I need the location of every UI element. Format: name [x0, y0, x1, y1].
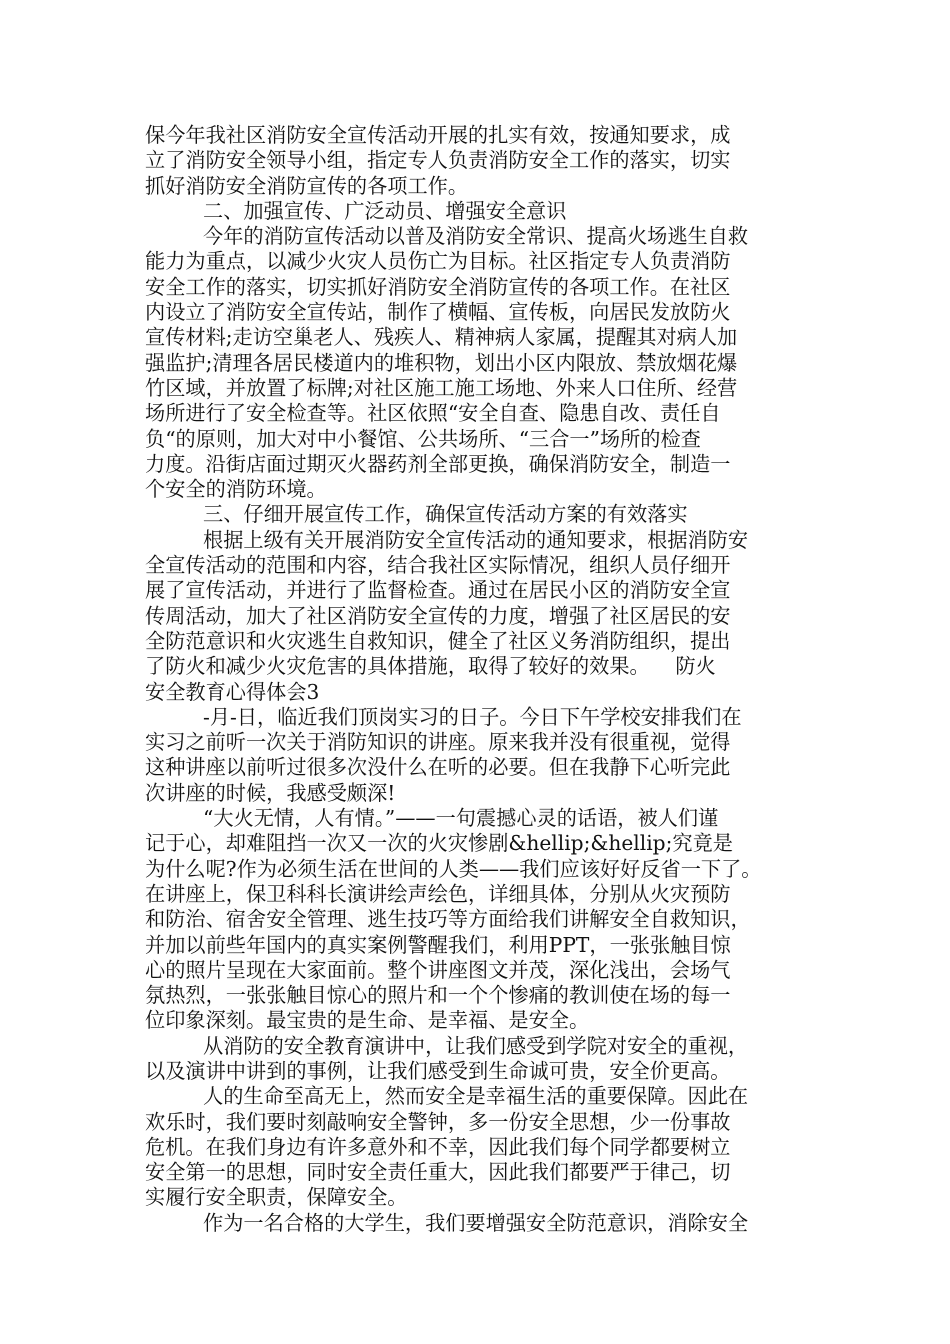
text-line: 从消防的安全教育演讲中，让我们感受到学院对安全的重视， [203, 1033, 749, 1058]
text-line: 心的照片呈现在大家面前。整个讲座图文并茂，深化浅出，会场气 [145, 957, 731, 982]
text-line: 强监护;清理各居民楼道内的堆积物，划出小区内限放、禁放烟花爆 [145, 350, 738, 375]
text-line: 今年的消防宣传活动以普及消防安全常识、提高火场逃生自救 [203, 224, 749, 249]
text-line: 欢乐时，我们要时刻敲响安全警钟，多一份安全思想，少一份事故 [145, 1109, 731, 1134]
text-line: 实习之前听一次关于消防知识的讲座。原来我并没有很重视，觉得 [145, 730, 731, 755]
text-line: 安全第一的思想，同时安全责任重大，因此我们都要严于律己，切 [145, 1160, 731, 1185]
text-line: 立了消防安全领导小组，指定专人负责消防安全工作的落实，切实 [145, 148, 731, 173]
text-line: 和防治、宿舍安全管理、逃生技巧等方面给我们讲解安全自救知识， [145, 907, 751, 932]
document-body [145, 123, 809, 1236]
text-line: 危机。在我们身边有许多意外和不幸，因此我们每个同学都要树立 [145, 1134, 731, 1159]
text-line: 氛热烈，一张张触目惊心的照片和一个个惨痛的教训使在场的每一 [145, 983, 731, 1008]
text-line: 力度。沿街店面过期灭火器药剂全部更换，确保消防安全，制造一 [145, 451, 731, 476]
text-line: 次讲座的时候，我感受颇深! [145, 780, 396, 805]
text-line: 安全工作的落实，切实抓好消防安全消防宣传的各项工作。在社区 [145, 274, 731, 299]
text-line: 并加以前些年国内的真实案例警醒我们，利用PPT，一张张触目惊 [145, 932, 731, 957]
text-line: 安全教育心得体会3 [145, 679, 320, 704]
text-line: 负“的原则，加大对中小餐馆、公共场所、“三合一”场所的检查 [145, 426, 701, 451]
text-line: 保今年我社区消防安全宣传活动开展的扎实有效，按通知要求，成 [145, 123, 731, 147]
text-line: 人的生命至高无上，然而安全是幸福生活的重要保障。因此在 [203, 1084, 749, 1109]
text-line: 根据上级有关开展消防安全宣传活动的通知要求，根据消防安 [203, 527, 749, 552]
text-line: 二、加强宣传、广泛动员、增强安全意识 [203, 198, 567, 223]
text-line: 竹区域，并放置了标牌;对社区施工施工场地、外来人口住所、经营 [145, 375, 738, 400]
text-line: 能力为重点，以减少火灾人员伤亡为目标。社区指定专人负责消防 [145, 249, 731, 274]
text-line: -月-日，临近我们顶岗实习的日子。今日下午学校安排我们在 [203, 704, 742, 729]
text-line: 宣传材料;走访空巢老人、残疾人、精神病人家属，提醒其对病人加 [145, 325, 738, 350]
text-line: 这种讲座以前听过很多次没什么在听的必要。但在我静下心听完此 [145, 755, 731, 780]
text-line: 内设立了消防安全宣传站，制作了横幅、宣传板，向居民发放防火 [145, 300, 731, 325]
text-line: 在讲座上，保卫科科长演讲绘声绘色，详细具体，分别从火灾预防 [145, 881, 731, 906]
document-page [145, 123, 809, 1236]
text-line: 抓好消防安全消防宣传的各项工作。 [145, 173, 469, 198]
text-line: 场所进行了安全检查等。社区依照“安全自查、隐患自改、责任自 [145, 401, 721, 426]
text-line: 以及演讲中讲到的事例，让我们感受到生命诚可贵，安全价更高。 [145, 1058, 731, 1083]
text-line: 实履行安全职责，保障安全。 [145, 1185, 408, 1210]
text-line: 为什么呢?作为必须生活在世间的人类——我们应该好好反省一下了。 [145, 856, 762, 881]
text-line: 位印象深刻。最宝贵的是生命、是幸福、是安全。 [145, 1008, 590, 1033]
text-line: 个安全的消防环境。 [145, 477, 327, 502]
text-line: 了防火和减少火灾危害的具体措施，取得了较好的效果。 防火 [145, 654, 716, 679]
text-line: 作为一名合格的大学生，我们要增强安全防范意识，消除安全 [203, 1210, 749, 1235]
text-line: 展了宣传活动，并进行了监督检查。通过在居民小区的消防安全宣 [145, 578, 731, 603]
text-line: 传周活动，加大了社区消防安全宣传的力度，增强了社区居民的安 [145, 603, 731, 628]
text-line: “大火无情，人有情。”——一句震撼心灵的话语，被人们谨 [203, 806, 719, 831]
text-line: 全宣传活动的范围和内容，结合我社区实际情况，组织人员仔细开 [145, 553, 731, 578]
text-line: 全防范意识和火灾逃生自救知识，健全了社区义务消防组织，提出 [145, 628, 731, 653]
text-line: 三、仔细开展宣传工作，确保宣传活动方案的有效落实 [203, 502, 688, 527]
text-line: 记于心，却难阻挡一次又一次的火灾惨剧&hellip;&hellip;究竟是 [145, 831, 733, 856]
